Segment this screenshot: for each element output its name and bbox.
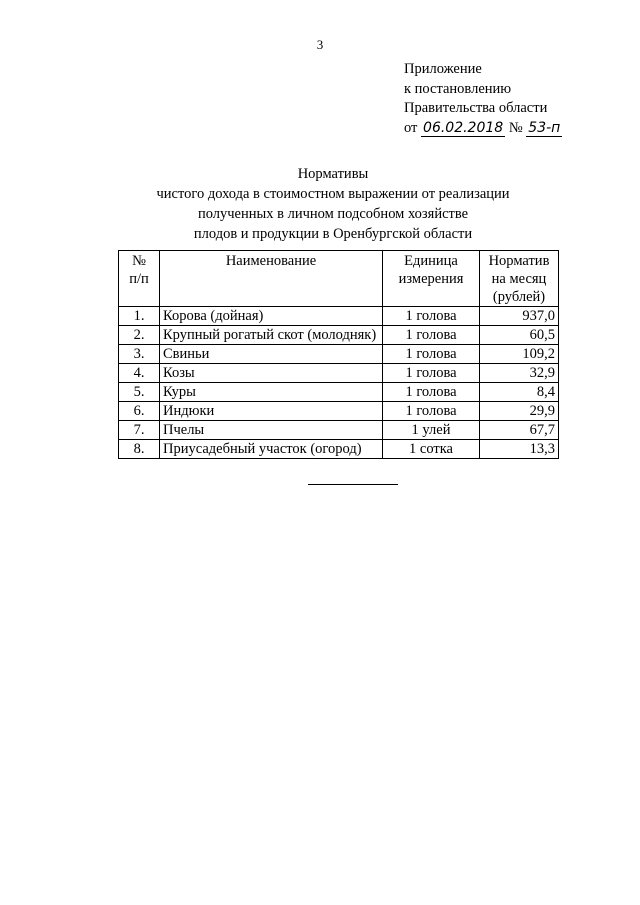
row-norm: 109,2 [480, 345, 559, 364]
table-row [119, 421, 559, 440]
row-norm: 32,9 [480, 364, 559, 383]
row-name: Свиньи [160, 345, 383, 364]
row-num: 3. [119, 345, 160, 364]
title-line-4: плодов и продукции в Оренбургской области [193, 226, 473, 242]
row-norm: 67,7 [480, 421, 559, 440]
row-unit: 1 голова [383, 326, 480, 345]
row-unit: 1 голова [383, 345, 480, 364]
document-title [0, 164, 640, 244]
row-norm: 60,5 [480, 326, 559, 345]
row-unit: 1 сотка [383, 440, 480, 459]
resolution-number: 53-п [528, 119, 561, 136]
table-row [119, 383, 559, 402]
row-num: 8. [119, 440, 160, 459]
row-unit: 1 улей [383, 421, 480, 440]
row-num: 7. [119, 421, 160, 440]
appendix-line-1: Приложение [404, 61, 482, 77]
date-prefix: от [404, 119, 418, 136]
appendix-date-line [404, 119, 562, 139]
title-line-3: полученных в личном подсобном хозяйстве [197, 206, 469, 222]
title-line-1: Нормативы [297, 166, 369, 182]
header-num [119, 251, 160, 307]
closing-separator-line [308, 484, 398, 485]
norms-table [118, 250, 559, 459]
header-norm [480, 251, 559, 307]
row-unit: 1 голова [383, 402, 480, 421]
row-name: Индюки [160, 402, 383, 421]
header-norm-line-2: на месяц [491, 271, 547, 287]
row-unit: 1 голова [383, 383, 480, 402]
table-row [119, 440, 559, 459]
row-name: Корова (дойная) [160, 307, 383, 326]
table-row [119, 345, 559, 364]
row-num: 2. [119, 326, 160, 345]
row-norm: 8,4 [480, 383, 559, 402]
row-norm: 29,9 [480, 402, 559, 421]
row-num: 1. [119, 307, 160, 326]
header-norm-line-1: Норматив [488, 253, 550, 269]
row-name: Приусадебный участок (огород) [160, 440, 383, 459]
appendix-line-3: Правительства области [404, 100, 548, 116]
table-row [119, 364, 559, 383]
row-name: Крупный рогатый скот (молодняк) [160, 326, 383, 345]
header-unit [383, 251, 480, 307]
table-row [119, 307, 559, 326]
header-num-line-1: № [132, 253, 146, 269]
header-unit-line-2: измерения [398, 271, 464, 287]
header-unit-line-1: Единица [404, 253, 458, 269]
row-num: 5. [119, 383, 160, 402]
page-number: 3 [316, 37, 324, 52]
table-row [119, 402, 559, 421]
appendix-line-2: к постановлению [404, 80, 512, 97]
row-name: Пчелы [160, 421, 383, 440]
row-num: 4. [119, 364, 160, 383]
row-norm: 13,3 [480, 440, 559, 459]
table-header-row [119, 251, 559, 307]
title-line-2: чистого дохода в стоимостном выражении от реализации [156, 186, 510, 202]
row-unit: 1 голова [383, 364, 480, 383]
row-unit: 1 голова [383, 307, 480, 326]
header-norm-line-3: (рублей) [492, 289, 546, 305]
table-row [119, 326, 559, 345]
row-norm: 937,0 [480, 307, 559, 326]
resolution-date: 06.02.2018 [423, 119, 504, 136]
row-num: 6. [119, 402, 160, 421]
appendix-block [404, 60, 562, 138]
header-num-line-2: п/п [129, 271, 149, 287]
number-prefix: № [508, 119, 523, 136]
row-name: Козы [160, 364, 383, 383]
header-name: Наименование [160, 251, 383, 307]
row-name: Куры [160, 383, 383, 402]
